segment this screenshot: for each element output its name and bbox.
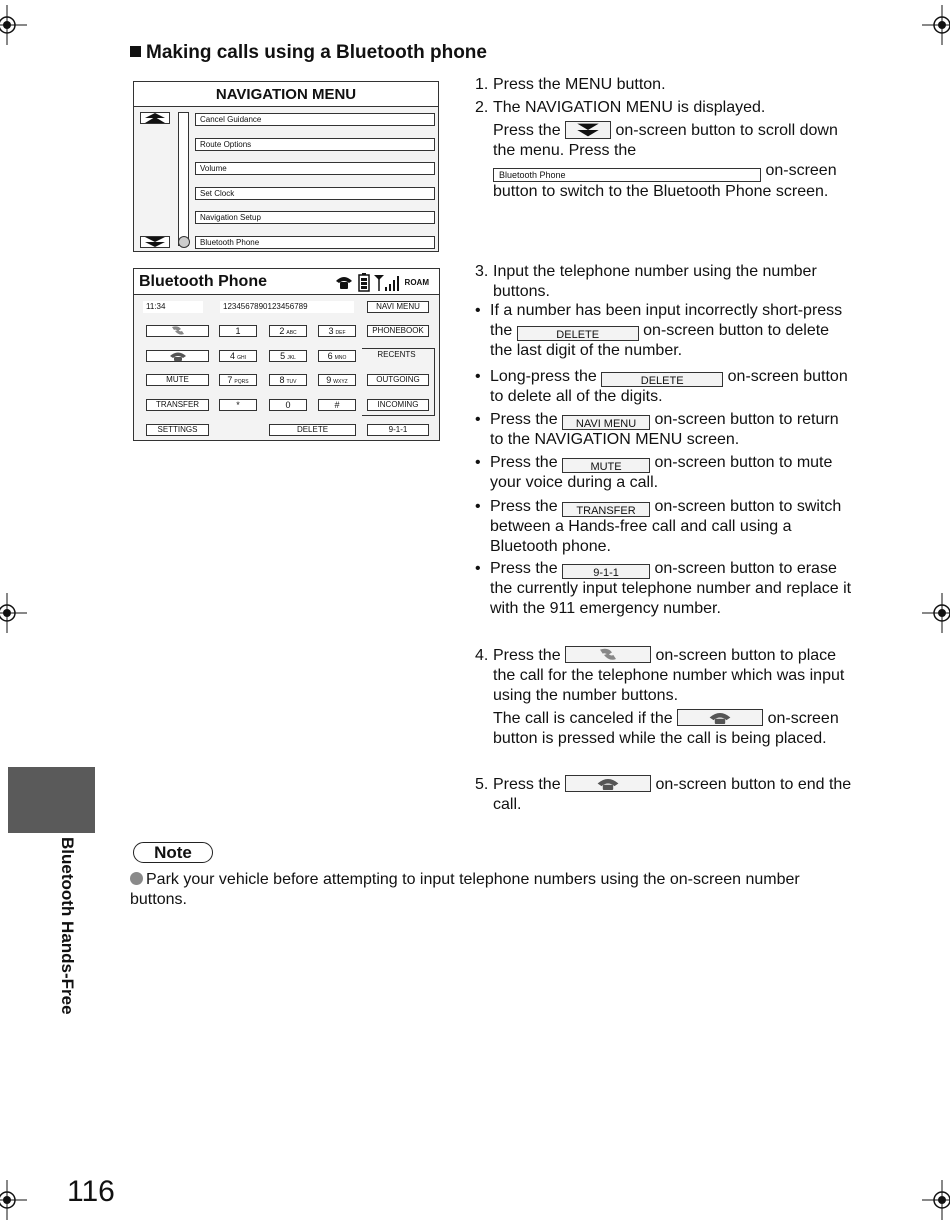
key-5-digit: 5 (280, 351, 286, 361)
registration-mark-bottom-right (922, 1180, 950, 1220)
step-1-number: 1. (475, 76, 489, 93)
key-4-digit: 4 (230, 351, 236, 361)
step-2-after-scroll: on-screen button to scroll down the menu. Press the (493, 122, 838, 159)
bullet-dot: • (475, 498, 481, 515)
bullet-delete-long (475, 367, 853, 407)
inline-call-button (565, 646, 651, 663)
step-4 (475, 646, 855, 749)
navi-menu-button[interactable]: NAVI MENU (367, 301, 429, 313)
emergency-911-button[interactable]: 9-1-1 (367, 424, 429, 436)
registration-mark-bottom-left (0, 1180, 27, 1220)
bullet-911 (475, 559, 853, 619)
registration-mark-mid-right (922, 593, 950, 633)
step-3-text: Input the telephone number using the number buttons. (493, 263, 817, 300)
key-2-letters: ABC (286, 330, 297, 336)
section-title (130, 42, 487, 64)
inline-bluetooth-phone-button: Bluetooth Phone (493, 168, 761, 182)
menu-item-navigation-setup[interactable]: Navigation Setup (195, 211, 435, 224)
end-call-button[interactable] (146, 350, 209, 362)
key-1[interactable] (219, 325, 257, 337)
step-2-line1: The NAVIGATION MENU is displayed. (493, 99, 766, 116)
inline-delete-button: DELETE (601, 372, 723, 387)
bullet-navi-menu-post: on-screen button to return to the NAVIGATION MENU screen. (490, 411, 839, 448)
key-8-letters: TUV (286, 379, 297, 385)
phone-offhook-icon (169, 326, 187, 336)
bullet-dot: • (475, 454, 481, 471)
inline-scroll-down-button (565, 121, 611, 139)
step-5-pre: Press the (493, 776, 561, 793)
key-3-digit: 3 (328, 326, 334, 336)
scroll-up-button[interactable] (140, 112, 170, 124)
scroll-track[interactable] (178, 112, 189, 246)
scroll-knob[interactable] (178, 236, 190, 248)
inline-911-button: 9-1-1 (562, 564, 650, 579)
bullet-mute-post: on-screen button to mute your voice during a call. (490, 454, 833, 491)
menu-item-route-options[interactable]: Route Options (195, 138, 435, 151)
step-2-number: 2. (475, 99, 489, 116)
key-7-letters: PQRS (234, 379, 249, 385)
phone-icon (336, 277, 352, 289)
step-5 (475, 775, 855, 815)
chapter-side-tab (8, 767, 95, 833)
inline-end-call-button (565, 775, 651, 792)
transfer-button[interactable]: TRANSFER (146, 399, 209, 411)
menu-item-cancel-guidance[interactable]: Cancel Guidance (195, 113, 435, 126)
key-0-digit: 0 (285, 400, 291, 410)
inline-navi-menu-button: NAVI MENU (562, 415, 650, 430)
bullet-navi-menu (475, 410, 853, 450)
key-2-digit: 2 (279, 326, 285, 336)
scroll-down-button[interactable] (140, 236, 170, 248)
bullet-transfer (475, 497, 853, 557)
bluetooth-phone-header (134, 269, 439, 295)
bluetooth-phone-title: Bluetooth Phone (139, 273, 267, 290)
bullet-mute-pre: Press the (490, 454, 558, 471)
menu-item-set-clock[interactable]: Set Clock (195, 187, 435, 200)
inline-end-call-button (677, 709, 763, 726)
key-7-digit: 7 (227, 375, 233, 385)
step-2 (475, 98, 855, 202)
bullet-dot: • (475, 368, 481, 385)
key-9[interactable] (318, 374, 356, 386)
step-4-post: on-screen button to place the call for the telephone number which was input using the number buttons. (493, 647, 845, 704)
step-1 (475, 75, 855, 95)
navigation-menu-screen (133, 81, 439, 252)
key-9-letters: WXYZ (333, 379, 348, 385)
phone-hangup-icon (708, 711, 732, 724)
bullet-mute (475, 453, 853, 493)
bullet-transfer-post: on-screen button to switch between a Hands-free call and call using a Bluetooth phone. (490, 498, 842, 555)
key-6-digit: 6 (327, 351, 333, 361)
note-bullet-icon (130, 872, 143, 885)
key-hash[interactable] (318, 399, 356, 411)
step-5-number: 5. (475, 776, 489, 793)
bullet-delete-short (475, 301, 853, 361)
key-1-digit: 1 (235, 326, 241, 336)
bluetooth-phone-screen (133, 268, 440, 441)
bullet-delete-short-post: on-screen button to delete the last digit of the number. (490, 322, 830, 359)
bullet-dot: • (475, 560, 481, 577)
double-chevron-down-icon (141, 237, 169, 247)
phone-hangup-icon (169, 351, 187, 361)
bullet-dot: • (475, 302, 481, 319)
section-title-text: Making calls using a Bluetooth phone (146, 42, 487, 63)
registration-mark-top-left (0, 5, 27, 45)
outgoing-button[interactable]: OUTGOING (367, 374, 429, 386)
mute-button[interactable]: MUTE (146, 374, 209, 386)
delete-button[interactable]: DELETE (269, 424, 356, 436)
step-4-cancel-post: on-screen button is pressed while the call is being placed. (493, 710, 839, 747)
key-9-digit: 9 (326, 375, 332, 385)
bullet-navi-menu-pre: Press the (490, 411, 558, 428)
note-text-block (130, 870, 820, 910)
square-bullet-icon (130, 46, 141, 57)
phone-hangup-icon (596, 777, 620, 790)
battery-icon (359, 273, 369, 291)
key-6[interactable] (318, 350, 356, 362)
bullet-transfer-pre: Press the (490, 498, 558, 515)
key-7[interactable] (219, 374, 257, 386)
inline-mute-button: MUTE (562, 458, 650, 473)
signal-strength-icon (374, 275, 399, 291)
inline-delete-button: DELETE (517, 326, 639, 341)
key-6-letters: MNO (334, 355, 347, 361)
page-number: 116 (67, 1175, 115, 1208)
bullet-911-post: on-screen button to erase the currently input telephone number and replace it with the 911 emergency number. (490, 560, 852, 617)
key-5[interactable] (269, 350, 307, 362)
double-chevron-up-icon (141, 113, 169, 123)
menu-item-bluetooth-phone[interactable]: Bluetooth Phone (195, 236, 435, 249)
registration-mark-mid-left (0, 593, 27, 633)
key-star[interactable] (219, 399, 257, 411)
step-2-press: Press the (493, 122, 561, 139)
note-badge: Note (133, 842, 213, 863)
phonebook-button[interactable]: PHONEBOOK (367, 325, 429, 337)
call-button[interactable] (146, 325, 209, 337)
double-chevron-down-icon (573, 123, 603, 137)
key-0[interactable] (269, 399, 307, 411)
step-4-cancel-pre: The call is canceled if the (493, 710, 673, 727)
bullet-delete-long-post: on-screen button to delete all of the digits. (490, 368, 848, 405)
step-1-text: Press the MENU button. (493, 76, 666, 93)
key-4[interactable] (219, 350, 257, 362)
step-4-pre: Press the (493, 647, 561, 664)
key-8-digit: 8 (279, 375, 285, 385)
roam-indicator: ROAM (404, 278, 429, 287)
key-3[interactable] (318, 325, 356, 337)
key-3-letters: DEF (335, 330, 346, 336)
inline-transfer-button: TRANSFER (562, 502, 650, 517)
settings-button[interactable]: SETTINGS (146, 424, 209, 436)
key-2[interactable] (269, 325, 307, 337)
key-4-letters: GHI (237, 355, 246, 361)
bullet-delete-short-pre: If a number has been input incorrectly short-press the (490, 302, 843, 339)
incoming-button[interactable]: INCOMING (367, 399, 429, 411)
step-3 (475, 262, 855, 302)
chapter-side-label: Bluetooth Hands-Free (58, 837, 77, 1015)
bullet-dot: • (475, 411, 481, 428)
key-hash-symbol: # (334, 400, 340, 410)
key-8[interactable] (269, 374, 307, 386)
phone-offhook-icon (596, 648, 620, 662)
step-5-post: on-screen button to end the call. (493, 776, 852, 813)
step-4-number: 4. (475, 647, 489, 664)
key-5-letters: JKL (287, 355, 296, 361)
phone-number-display: 1234567890123456789 (220, 301, 354, 313)
bullet-delete-long-pre: Long-press the (490, 368, 597, 385)
registration-mark-top-right (922, 5, 950, 45)
clock-display: 11:34 (143, 301, 203, 313)
status-icons (334, 272, 404, 292)
key-star-symbol: * (236, 400, 240, 410)
menu-item-volume[interactable]: Volume (195, 162, 435, 175)
step-2-after-bt: on-screen button to switch to the Bluetooth Phone screen. (493, 162, 837, 200)
navigation-menu-title: NAVIGATION MENU (134, 82, 438, 107)
note-text: Park your vehicle before attempting to input telephone numbers using the on-screen number buttons. (130, 871, 800, 908)
step-3-number: 3. (475, 263, 489, 280)
recents-label: RECENTS (367, 349, 426, 361)
bullet-911-pre: Press the (490, 560, 558, 577)
